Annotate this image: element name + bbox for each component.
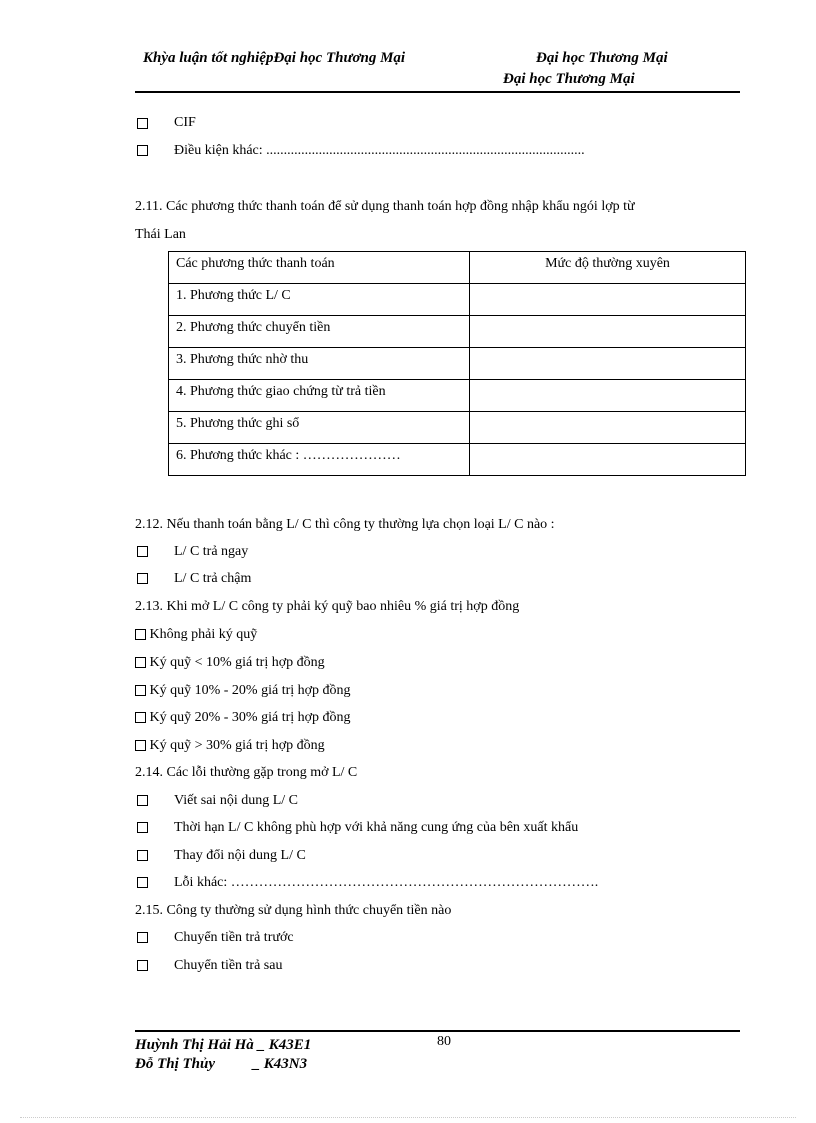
footer-author-2: Đỗ Thị Thủy _ K43N3 [135,1056,308,1072]
table-cell-frequency[interactable] [470,412,746,444]
footer-rule [135,1030,740,1032]
option-deposit-gt30-label: Ký quỹ > 30% giá trị hợp đồng [149,738,325,753]
header-left: Khỳa luận tốt nghiệpĐại học Thương Mại [143,50,406,66]
option-deposit-20-30-label: Ký quỹ 20% - 30% giá trị hợp đồng [149,710,351,725]
option-no-deposit [135,627,257,643]
table-row [169,316,746,348]
q214-title: 2.14. Các lỗi thường gặp trong mở L/ C [135,765,358,780]
checkbox-lc-deferred[interactable] [137,573,148,584]
checkbox-deposit-lt10[interactable] [135,657,146,668]
option-wrong-content: Viết sai nội dung L/ C [174,793,298,808]
option-other-terms: Điều kiện khác: ........................................................................................... [174,143,585,158]
option-deposit-gt30 [135,738,325,754]
page-edge [20,1117,796,1118]
q211-title: 2.11. Các phương thức thanh toán để sử dụng thanh toán hợp đồng nhập khẩu ngói lợp từ [135,199,635,214]
option-prepayment: Chuyển tiền trả trước [174,930,294,945]
header-right: Đại học Thương Mại [536,50,668,66]
option-cif: CIF [174,115,196,130]
checkbox-wrong-content[interactable] [137,795,148,806]
table-row [169,284,746,316]
option-deposit-10-20 [135,683,351,699]
footer-author-1: Huỳnh Thị Hải Hà _ K43E1 [135,1037,312,1053]
checkbox-lc-sight[interactable] [137,546,148,557]
payment-methods-table [168,251,746,476]
table-header-row [169,252,746,284]
table-cell-method: 6. Phương thức khác : ………………… [169,444,470,476]
table-row [169,412,746,444]
option-no-deposit-label: Không phải ký quỹ [149,627,258,642]
table-row [169,348,746,380]
table-row [169,444,746,476]
checkbox-other-errors[interactable] [137,877,148,888]
checkbox-deadline-mismatch[interactable] [137,822,148,833]
checkbox-deposit-20-30[interactable] [135,712,146,723]
checkbox-other-terms[interactable] [137,145,148,156]
header-right-2: Đại học Thương Mại [503,71,635,87]
option-deposit-lt10 [135,655,325,671]
table-header-frequency: Mức độ thường xuyên [470,252,746,284]
checkbox-deposit-10-20[interactable] [135,685,146,696]
option-postpayment: Chuyển tiền trả sau [174,958,283,973]
table-cell-frequency[interactable] [470,348,746,380]
option-lc-deferred: L/ C trả chậm [174,571,252,586]
table-cell-method: 5. Phương thức ghi sổ [169,412,470,444]
option-change-content: Thay đổi nội dung L/ C [174,848,306,863]
option-other-errors: Lỗi khác: ……………………………………………………………………. [174,875,599,890]
table-row [169,380,746,412]
option-lc-sight: L/ C trả ngay [174,544,249,559]
checkbox-prepayment[interactable] [137,932,148,943]
checkbox-no-deposit[interactable] [135,629,146,640]
q213-title: 2.13. Khi mở L/ C công ty phải ký quỹ bao nhiêu % giá trị hợp đồng [135,599,520,614]
table-cell-method: 1. Phương thức L/ C [169,284,470,316]
checkbox-deposit-gt30[interactable] [135,740,146,751]
option-deposit-10-20-label: Ký quỹ 10% - 20% giá trị hợp đồng [149,683,351,698]
page-number: 80 [437,1034,451,1049]
header-rule [135,91,740,93]
checkbox-cif[interactable] [137,118,148,129]
option-deposit-20-30 [135,710,351,726]
option-deadline-mismatch: Thời hạn L/ C không phù hợp với khả năng cung ứng của bên xuất khẩu [174,820,579,835]
table-header-method: Các phương thức thanh toán [169,252,470,284]
table-cell-frequency[interactable] [470,380,746,412]
table-cell-frequency[interactable] [470,284,746,316]
checkbox-postpayment[interactable] [137,960,148,971]
table-cell-frequency[interactable] [470,444,746,476]
table-cell-method: 4. Phương thức giao chứng từ trả tiền [169,380,470,412]
table-cell-method: 2. Phương thức chuyển tiền [169,316,470,348]
q215-title: 2.15. Công ty thường sử dụng hình thức chuyển tiền nào [135,903,452,918]
option-deposit-lt10-label: Ký quỹ < 10% giá trị hợp đồng [149,655,325,670]
q212-title: 2.12. Nếu thanh toán bằng L/ C thì công ty thường lựa chọn loại L/ C nào : [135,517,555,532]
q211-title-cont: Thái Lan [135,227,186,242]
checkbox-change-content[interactable] [137,850,148,861]
table-cell-frequency[interactable] [470,316,746,348]
table-cell-method: 3. Phương thức nhờ thu [169,348,470,380]
